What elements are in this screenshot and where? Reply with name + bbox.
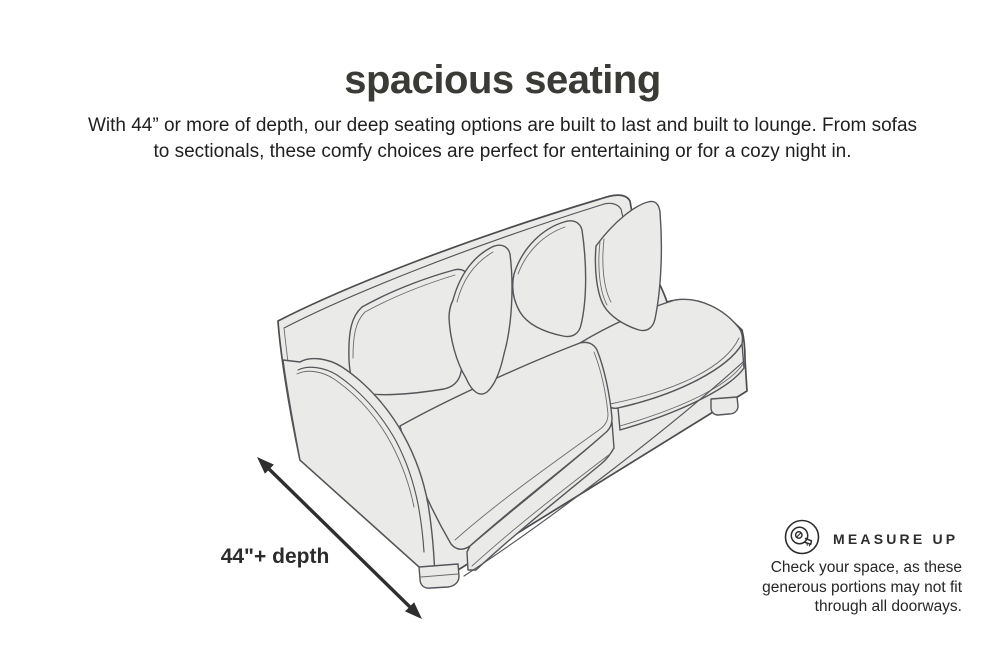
measure-up-note: Check your space, as these generous portions may not fit through all doorways. xyxy=(762,559,962,615)
page-description: With 44” or more of depth, our deep seating options are built to last and built to lounge. From sofas to sectionals, these comfy choices are perfect for entertaining or for a cozy night in. xyxy=(87,115,918,162)
double-arrow-icon xyxy=(252,452,427,624)
depth-dimension-label: 44"+ depth xyxy=(220,545,330,568)
tape-measure-icon xyxy=(782,517,822,557)
measure-up-heading: MEASURE UP xyxy=(833,531,959,547)
depth-dimension-arrow xyxy=(252,452,427,624)
sofa-foot-right xyxy=(711,397,738,415)
page-title: spacious seating xyxy=(344,58,661,102)
measure-up-section xyxy=(742,515,962,650)
